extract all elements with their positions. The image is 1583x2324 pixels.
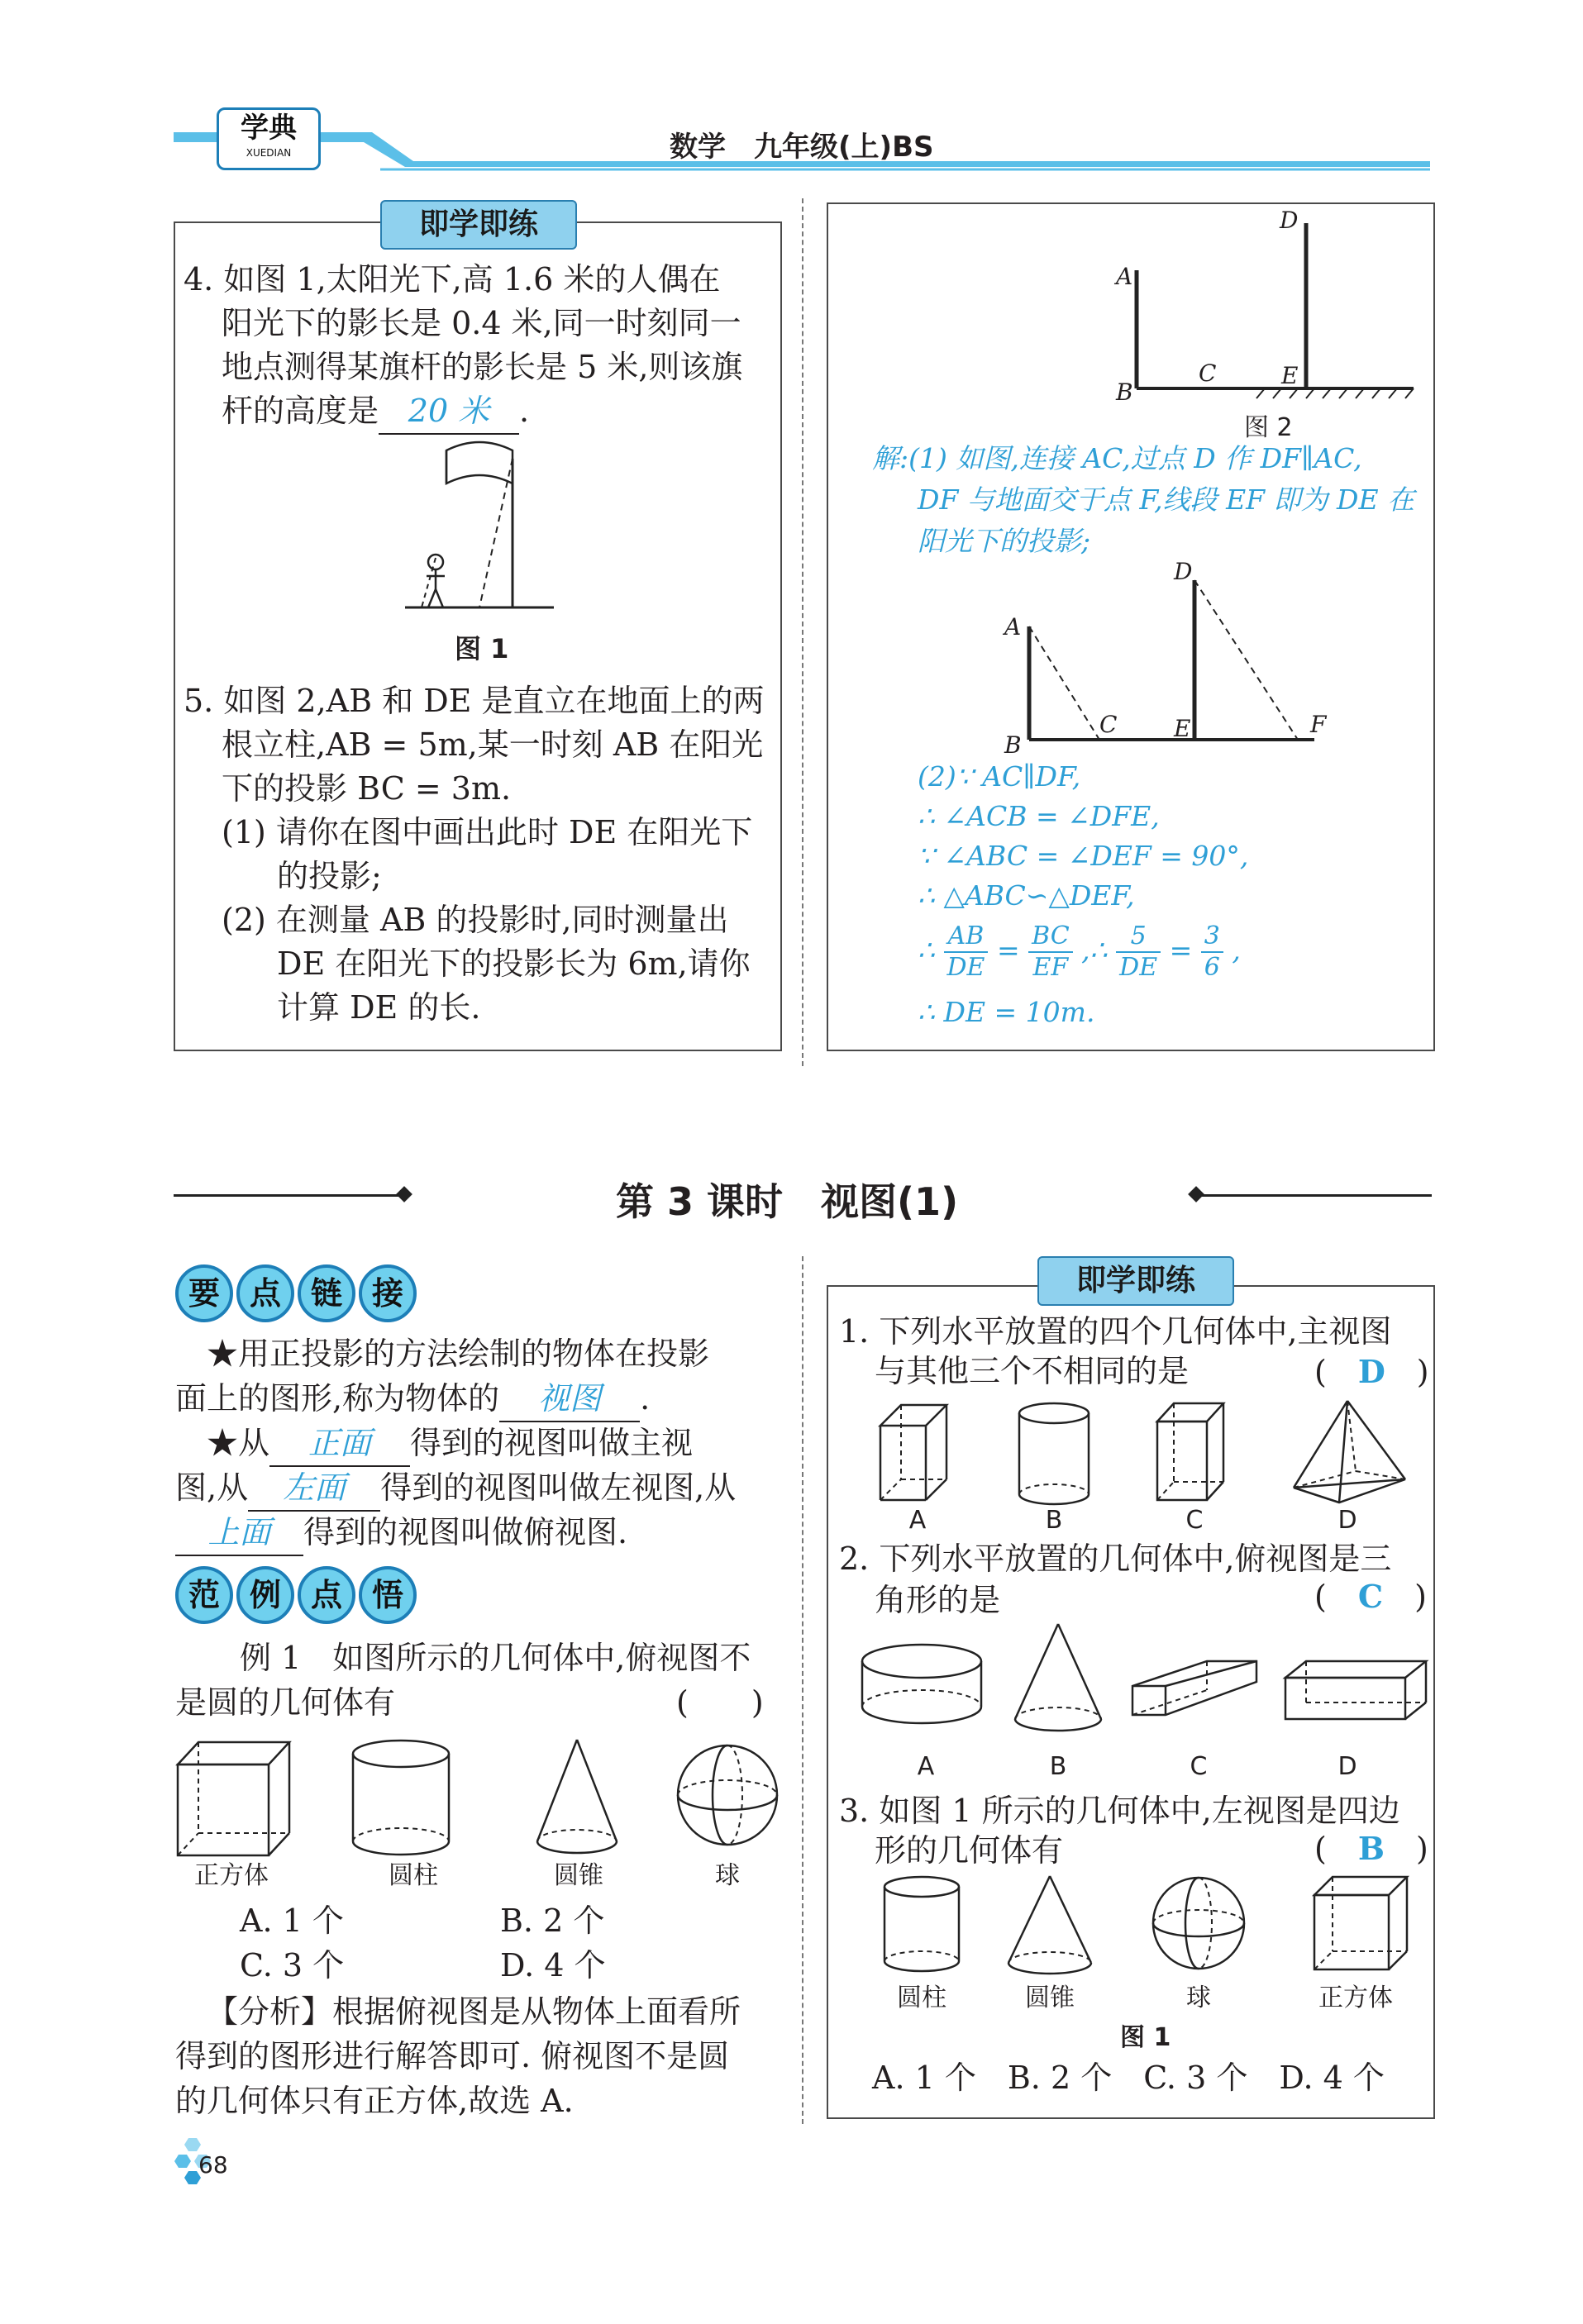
badge-char-3: 链 xyxy=(298,1264,355,1322)
lesson-title: 第 3 课时 视图(1) xyxy=(616,1179,959,1224)
frac1-num: AB xyxy=(944,922,989,953)
pq2-label-c: C xyxy=(1190,1752,1208,1781)
solution-line-1: 解:(1) 如图,连接 AC,过点 D 作 DF∥AC, xyxy=(872,442,1362,474)
kp-blank-top xyxy=(175,1511,303,1556)
solution2-line-1: (2)∵ AC∥DF, xyxy=(918,760,1081,793)
fig3-label-f: F xyxy=(1310,711,1327,738)
example-shape-label-cube: 正方体 xyxy=(194,1861,269,1890)
example-shape-label-cone: 圆锥 xyxy=(554,1861,603,1890)
frac3-num: 5 xyxy=(1116,922,1161,953)
example-shape-label-sphere: 球 xyxy=(715,1861,740,1890)
fig3-label-b: B xyxy=(1004,731,1022,759)
pq3-line-1: 3. 如图 1 所示的几何体中,左视图是四边 xyxy=(839,1793,1400,1829)
example-badge-char-2: 例 xyxy=(236,1566,294,1624)
pq3-paren: ( B ) xyxy=(1314,1830,1428,1867)
example-line-2: 是圆的几何体有 xyxy=(175,1684,396,1721)
kp-line-3-text: ★从 xyxy=(207,1425,270,1461)
frac2-num: BC xyxy=(1028,922,1073,953)
example-badge xyxy=(175,1566,417,1624)
fig2-label-c: C xyxy=(1199,360,1217,387)
pq3-label-cone: 圆锥 xyxy=(1025,1983,1075,2012)
kp-line-3-end: 得到的视图叫做主视 xyxy=(410,1425,694,1461)
pq3-label-cylinder: 圆柱 xyxy=(897,1983,946,2012)
pq2-label-b: B xyxy=(1049,1752,1067,1781)
kp-line-1: ★用正投影的方法绘制的物体在投影 xyxy=(207,1336,710,1372)
frac4-den: 6 xyxy=(1204,953,1220,982)
example-paren: ( ) xyxy=(676,1684,764,1721)
pq1-label-a: A xyxy=(908,1506,927,1535)
pq3-label-cube: 正方体 xyxy=(1318,1983,1393,2012)
fig3-label-c: C xyxy=(1099,711,1118,738)
q5-line-6: (2) 在测量 AB 的投影时,同时测量出 xyxy=(222,902,729,938)
section-title-practice-bottom: 即学即练 xyxy=(1037,1256,1234,1306)
fig2-label-e: E xyxy=(1281,362,1299,389)
kp-blank-view xyxy=(499,1377,640,1422)
kp-blank-front xyxy=(269,1422,410,1467)
fraction-ab-de xyxy=(944,922,989,983)
page-number: 68 xyxy=(198,2151,228,2179)
pq3-answer: B xyxy=(1357,1830,1385,1867)
solution2-line-4: ∴ △ABC∽△DEF, xyxy=(918,879,1135,912)
q5-line-1: 5. 如图 2,AB 和 DE 是直立在地面上的两 xyxy=(184,683,765,719)
frac1-den: DE xyxy=(946,953,985,982)
figure-1-flagpole xyxy=(397,434,562,616)
logo-cn: 学典 xyxy=(241,112,297,145)
analysis-line-3: 的几何体只有正方体,故选 A. xyxy=(175,2083,574,2119)
title-rule-left xyxy=(174,1194,405,1197)
kp-answer-left: 左面 xyxy=(283,1469,346,1506)
badge-char-1: 要 xyxy=(175,1264,233,1322)
example-option-a: A. 1 个 xyxy=(240,1903,344,1939)
pq2-answer: C xyxy=(1357,1578,1384,1615)
q5-line-8: 计算 DE 的长. xyxy=(277,989,481,1026)
therefore-sign-2: ,∴ xyxy=(1081,934,1108,966)
solution2-line-3: ∵ ∠ABC = ∠DEF = 90°, xyxy=(918,840,1249,872)
figure-2-caption: 图 2 xyxy=(1244,413,1293,442)
kp-line-2 xyxy=(175,1377,650,1422)
fraction-5-de xyxy=(1116,922,1161,983)
q5-line-7: DE 在阳光下的投影长为 6m,请你 xyxy=(277,945,751,982)
example-badge-char-1: 范 xyxy=(175,1566,233,1624)
q5-line-5: 的投影; xyxy=(277,858,382,894)
solution-final: ∴ DE = 10m. xyxy=(918,996,1095,1028)
q5-line-3: 下的投影 BC = 3m. xyxy=(222,770,512,807)
logo xyxy=(217,107,321,170)
example-line-1: 例 1 如图所示的几何体中,俯视图不 xyxy=(240,1640,751,1676)
pq1-paren: ( D ) xyxy=(1314,1353,1429,1390)
fig3-label-a: A xyxy=(1004,613,1022,641)
kp-line-5 xyxy=(175,1511,627,1556)
example-shape-label-cylinder: 圆柱 xyxy=(389,1861,438,1890)
solution-line-3: 阳光下的投影; xyxy=(918,525,1091,557)
q4-line-1: 4. 如图 1,太阳光下,高 1.6 米的人偶在 xyxy=(184,261,721,298)
pq1-answer: D xyxy=(1357,1353,1385,1390)
badge-char-2: 点 xyxy=(236,1264,294,1322)
section-title-practice-top: 即学即练 xyxy=(380,200,577,250)
comma: , xyxy=(1232,934,1241,966)
q4-answer: 20 米 xyxy=(408,393,490,429)
kp-blank-left xyxy=(248,1466,380,1512)
therefore-sign: ∴ xyxy=(918,934,935,966)
logo-en: XUEDIAN xyxy=(246,147,292,159)
pq3-figure-caption: 图 1 xyxy=(1120,2023,1171,2052)
solution2-fraction-line xyxy=(918,917,1241,983)
example-badge-char-3: 点 xyxy=(298,1566,355,1624)
kp-line-2-text: 面上的图形,称为物体的 xyxy=(175,1380,500,1417)
kp-line-3 xyxy=(207,1422,693,1467)
fraction-bc-ef xyxy=(1028,922,1073,983)
pq1-label-d: D xyxy=(1337,1506,1357,1535)
frac4-num: 3 xyxy=(1201,922,1223,953)
fig2-label-a: A xyxy=(1116,263,1133,290)
pq1-line-1: 1. 下列水平放置的四个几何体中,主视图 xyxy=(839,1313,1392,1350)
diamond-left xyxy=(396,1186,412,1202)
q5-line-4: (1) 请你在图中画出此时 DE 在阳光下 xyxy=(222,814,753,850)
example-option-c: C. 3 个 xyxy=(240,1947,345,1983)
example-option-d: D. 4 个 xyxy=(500,1947,606,1983)
pq2-line-1: 2. 下列水平放置的几何体中,俯视图是三 xyxy=(839,1541,1392,1577)
q4-end: . xyxy=(519,393,530,429)
kp-line-2-end: . xyxy=(640,1380,651,1417)
frac3-den: DE xyxy=(1119,953,1158,982)
header-subject: 数学 九年级(上)BS xyxy=(670,131,934,164)
pq2-paren: ( C ) xyxy=(1314,1578,1427,1615)
solution2-line-2: ∴ ∠ACB = ∠DFE, xyxy=(918,800,1160,832)
kp-line-5-end: 得到的视图叫做俯视图. xyxy=(303,1514,628,1550)
pq1-shapes xyxy=(876,1397,1422,1512)
kp-line-4-text: 图,从 xyxy=(175,1469,249,1506)
equals-1: = xyxy=(996,934,1020,966)
fig3-label-e: E xyxy=(1174,715,1191,742)
kp-answer-top: 上面 xyxy=(207,1514,271,1550)
kp-line-4-end: 得到的视图叫做左视图,从 xyxy=(380,1469,737,1506)
q4-line-3: 地点测得某旗杆的影长是 5 米,则该旗 xyxy=(222,349,743,385)
fig3-label-d: D xyxy=(1174,558,1193,585)
analysis-line-2: 得到的图形进行解答即可. 俯视图不是圆 xyxy=(175,2038,730,2074)
pq1-label-b: B xyxy=(1045,1506,1063,1535)
column-divider-top xyxy=(802,198,803,1066)
figure-2-poles xyxy=(1099,211,1430,401)
key-points-badge xyxy=(175,1264,417,1322)
q4-stem: 杆的高度是 xyxy=(222,393,379,429)
q4-line-4 xyxy=(222,389,529,435)
badge-char-4: 接 xyxy=(359,1264,417,1322)
fraction-3-6 xyxy=(1201,922,1223,983)
q5-line-2: 根立柱,AB = 5m,某一时刻 AB 在阳光 xyxy=(222,726,764,763)
example-option-b: B. 2 个 xyxy=(500,1903,605,1939)
pq2-label-d: D xyxy=(1337,1752,1357,1781)
frac2-den: EF xyxy=(1032,953,1069,982)
column-divider-bottom xyxy=(802,1256,803,2124)
pq3-shapes xyxy=(876,1872,1422,1979)
fig2-label-d: D xyxy=(1280,207,1299,234)
solution-line-2: DF 与地面交于点 F,线段 EF 即为 DE 在 xyxy=(918,483,1415,516)
pq1-line-2: 与其他三个不相同的是 xyxy=(875,1353,1190,1389)
pq3-label-sphere: 球 xyxy=(1186,1983,1211,2012)
pq2-shapes xyxy=(860,1620,1430,1744)
pq2-line-2: 角形的是 xyxy=(875,1582,1001,1618)
q4-line-2: 阳光下的影长是 0.4 米,同一时刻同一 xyxy=(222,305,741,341)
pq3-options: A. 1 个 B. 2 个 C. 3 个 D. 4 个 xyxy=(872,2060,1385,2096)
kp-answer-view: 视图 xyxy=(538,1380,602,1417)
figure-1-caption: 图 1 xyxy=(455,633,509,664)
example-badge-char-4: 悟 xyxy=(359,1566,417,1624)
analysis-line-1: 【分析】根据俯视图是从物体上面看所 xyxy=(207,1993,741,2030)
q4-answer-blank xyxy=(379,389,519,435)
fig2-label-b: B xyxy=(1116,379,1133,406)
title-rule-right xyxy=(1199,1194,1432,1197)
pq1-label-c: C xyxy=(1185,1506,1204,1535)
pq3-line-2: 形的几何体有 xyxy=(875,1832,1064,1869)
kp-line-4 xyxy=(175,1466,736,1512)
example-shapes xyxy=(174,1736,785,1860)
pq2-label-a: A xyxy=(917,1752,935,1781)
equals-2: = xyxy=(1169,934,1193,966)
kp-answer-front: 正面 xyxy=(308,1425,372,1461)
